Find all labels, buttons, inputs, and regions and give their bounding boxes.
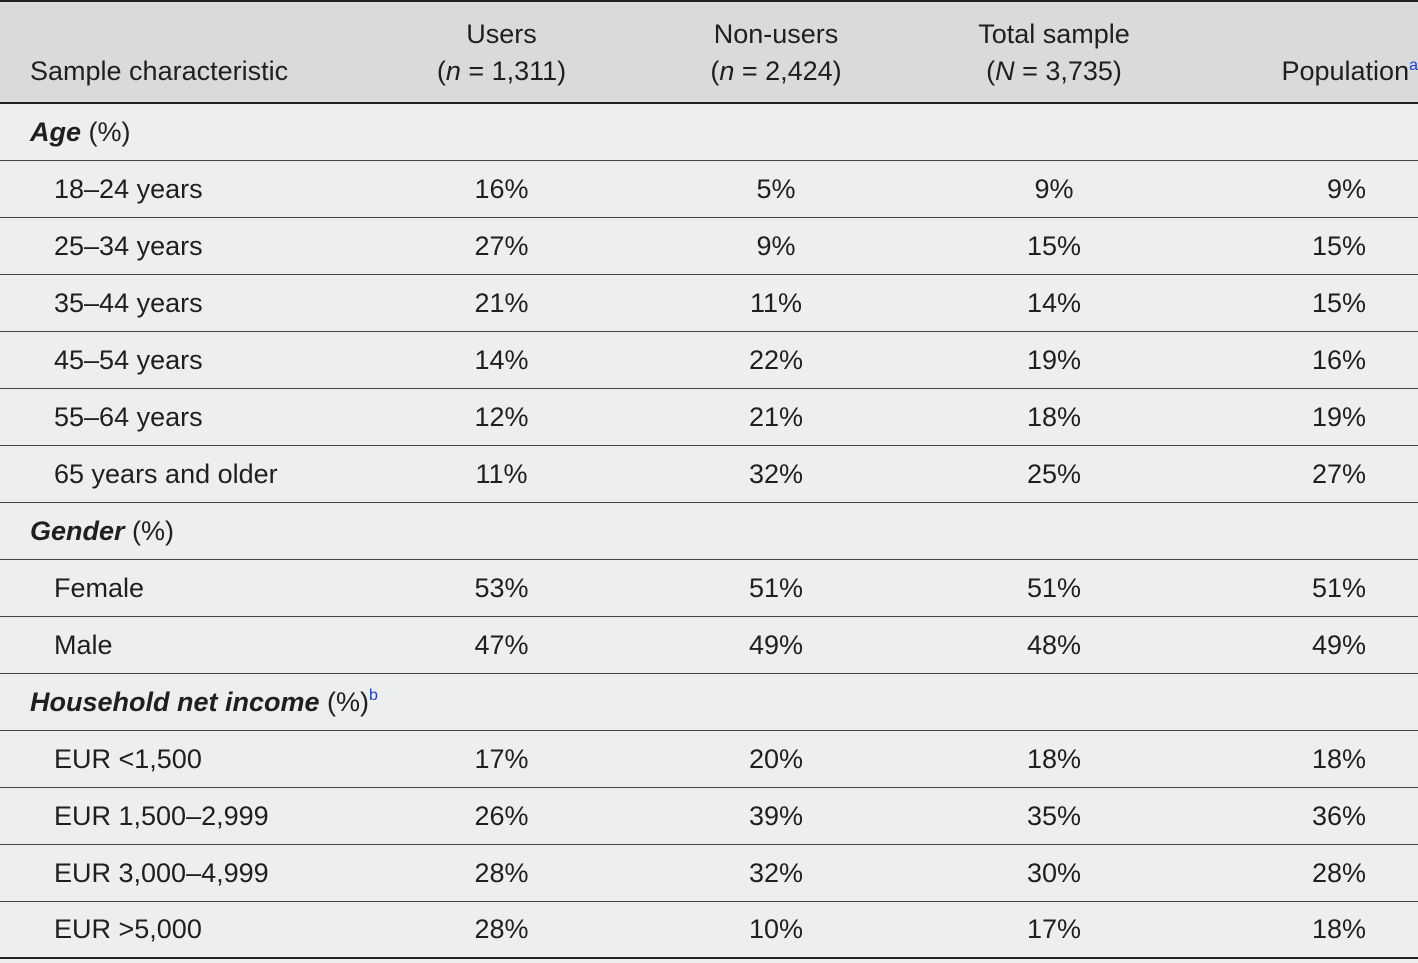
header-users-label: Users <box>466 19 537 49</box>
section-header-income: Household net income (%)$^b$ <box>30 686 378 717</box>
section-row-income <box>0 673 1418 730</box>
table-row <box>0 274 1418 331</box>
cell-total: 51% <box>1026 572 1082 603</box>
table-header <box>0 1 1418 103</box>
table-row <box>0 331 1418 388</box>
cell-population: 28% <box>1311 857 1366 888</box>
table-row <box>0 844 1418 901</box>
cell-population: 51% <box>1311 572 1366 603</box>
table-body <box>0 103 1418 958</box>
header-row <box>0 1 1418 103</box>
cell-total: 48% <box>1026 629 1082 660</box>
section-row-gender <box>0 502 1418 559</box>
header-sample-characteristic: Sample characteristic <box>30 56 289 86</box>
cell-non-users: 22% <box>748 344 804 375</box>
header-population <box>1194 1 1418 103</box>
header-non-users-n: (n = 2,424) <box>710 56 842 86</box>
table-row <box>0 388 1418 445</box>
cell-non-users: 10% <box>748 914 804 945</box>
footnote-b-link[interactable]: b <box>369 686 378 704</box>
cell-non-users: 9% <box>756 230 796 261</box>
cell-population: 15% <box>1311 287 1366 318</box>
header-users <box>365 1 638 103</box>
row-label: Male <box>54 629 113 660</box>
cell-population: 27% <box>1311 458 1366 489</box>
cell-total: 18% <box>1026 743 1082 774</box>
cell-population: 49% <box>1311 629 1366 660</box>
row-label: 45–54 years <box>54 344 203 375</box>
table-row <box>0 559 1418 616</box>
section-header-gender: Gender (%) <box>30 515 175 546</box>
cell-users: 11% <box>475 458 528 489</box>
row-label: EUR 1,500–2,999 <box>54 800 269 831</box>
header-total-sample-label: Total sample <box>978 19 1130 49</box>
cell-population: 16% <box>1311 344 1366 375</box>
row-label: Female <box>54 572 145 603</box>
cell-population: 15% <box>1311 230 1366 261</box>
cell-population: 36% <box>1311 800 1366 831</box>
cell-population: 19% <box>1311 401 1366 432</box>
cell-users: 53% <box>474 572 529 603</box>
table-row <box>0 616 1418 673</box>
cell-users: 21% <box>474 287 529 318</box>
cell-non-users: 5% <box>756 173 796 204</box>
cell-total: 9% <box>1034 173 1074 204</box>
header-total-sample-n: (N = 3,735) <box>986 56 1122 86</box>
cell-population: 9% <box>1326 173 1366 204</box>
cell-users: 28% <box>474 914 529 945</box>
cell-total: 17% <box>1026 914 1082 945</box>
cell-non-users: 32% <box>748 857 804 888</box>
cell-non-users: 39% <box>748 800 804 831</box>
cell-non-users: 11% <box>749 287 803 318</box>
table-row <box>0 445 1418 502</box>
table-row <box>0 901 1418 958</box>
header-non-users <box>638 1 914 103</box>
header-non-users-label: Non-users <box>713 19 839 49</box>
cell-users: 16% <box>474 173 529 204</box>
row-label: EUR 3,000–4,999 <box>54 857 269 888</box>
header-users-n: (n = 1,311) <box>436 56 567 86</box>
table-row <box>0 730 1418 787</box>
section-header-age: Age (%) <box>30 116 131 147</box>
cell-non-users: 21% <box>748 401 804 432</box>
row-label: EUR >5,000 <box>54 914 202 945</box>
row-label: 65 years and older <box>54 458 278 489</box>
cell-non-users: 49% <box>748 629 804 660</box>
table-row <box>0 217 1418 274</box>
cell-total: 19% <box>1026 344 1082 375</box>
cell-users: 26% <box>474 800 529 831</box>
cell-non-users: 32% <box>748 458 804 489</box>
cell-users: 14% <box>474 344 529 375</box>
cell-users: 47% <box>474 629 529 660</box>
section-row-age <box>0 103 1418 160</box>
row-label: 35–44 years <box>54 287 203 318</box>
row-label: 18–24 years <box>54 173 203 204</box>
cell-non-users: 20% <box>748 743 804 774</box>
cell-users: 17% <box>474 743 529 774</box>
cell-total: 35% <box>1026 800 1082 831</box>
table-row <box>0 787 1418 844</box>
cell-users: 28% <box>474 857 529 888</box>
cell-users: 27% <box>474 230 529 261</box>
cell-total: 18% <box>1026 401 1082 432</box>
cell-non-users: 51% <box>748 572 804 603</box>
cell-population: 18% <box>1311 743 1366 774</box>
cell-population: 18% <box>1311 914 1366 945</box>
row-label: 55–64 years <box>54 401 203 432</box>
cell-total: 25% <box>1026 458 1082 489</box>
row-label: 25–34 years <box>54 230 203 261</box>
table-row <box>0 160 1418 217</box>
header-total-sample <box>914 1 1194 103</box>
row-label: EUR <1,500 <box>54 743 202 774</box>
cell-users: 12% <box>474 401 529 432</box>
cell-total: 15% <box>1026 230 1082 261</box>
cell-total: 30% <box>1026 857 1082 888</box>
footnote-a-link[interactable]: a <box>1409 57 1418 74</box>
cell-total: 14% <box>1026 287 1082 318</box>
header-population-label: Population <box>1281 56 1410 86</box>
